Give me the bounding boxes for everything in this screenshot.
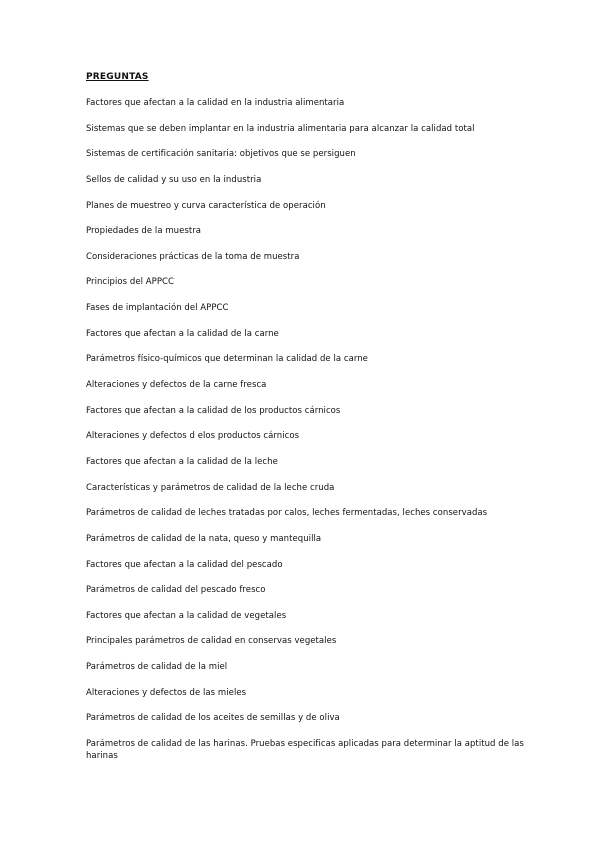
question-item: Principios del APPCC: [86, 277, 174, 288]
question-list: [86, 97, 526, 776]
question-item: Parámetros de calidad de la miel: [86, 662, 228, 673]
question-item: Alteraciones y defectos de las mieles: [86, 687, 247, 698]
question-item: Sistemas que se deben implantar en la industria alimentaria para alcanzar la calidad total: [86, 123, 475, 134]
question-item: Parámetros de calidad de las harinas. Pruebas especificas aplicadas para determinar la aptitud de las harinas: [86, 739, 524, 762]
question-item: Sellos de calidad y su uso en la industria: [86, 174, 262, 185]
question-item: Factores que afectan a la calidad de la leche: [86, 456, 278, 467]
question-item: Alteraciones y defectos d elos productos cárnicos: [86, 431, 300, 442]
question-item: Factores que afectan a la calidad del pescado: [86, 559, 283, 570]
question-item: Parámetros físico-químicos que determinan la calidad de la carne: [86, 354, 368, 365]
page-heading: PREGUNTAS: [86, 72, 149, 82]
question-item: Planes de muestreo y curva característica de operación: [86, 200, 326, 211]
question-item: Consideraciones prácticas de la toma de muestra: [86, 251, 300, 262]
question-item: Principales parámetros de calidad en conservas vegetales: [86, 636, 337, 647]
question-item: Parámetros de calidad de leches tratadas por calos, leches fermentadas, leches conservadas: [86, 508, 488, 519]
question-item: Factores que afectan a la calidad de vegetales: [86, 610, 287, 621]
question-item: Factores que afectan a la calidad en la industria alimentaria: [86, 98, 345, 108]
question-item: Propiedades de la muestra: [86, 226, 202, 237]
question-item: Sistemas de certificación sanitaria: objetivos que se persiguen: [86, 149, 356, 160]
question-item: Fases de implantación del APPCC: [86, 303, 229, 314]
question-item: Factores que afectan a la calidad de los productos cárnicos: [86, 405, 341, 416]
question-item: Parámetros de calidad del pescado fresco: [86, 585, 266, 596]
question-item: Alteraciones y defectos de la carne fresca: [86, 380, 267, 391]
question-item: Parámetros de calidad de los aceites de semillas y de oliva: [86, 713, 340, 724]
question-item: Factores que afectan a la calidad de la carne: [86, 328, 279, 339]
question-item: Parámetros de calidad de la nata, queso y mantequilla: [86, 533, 322, 544]
question-item: Características y parámetros de calidad de la leche cruda: [86, 482, 335, 493]
